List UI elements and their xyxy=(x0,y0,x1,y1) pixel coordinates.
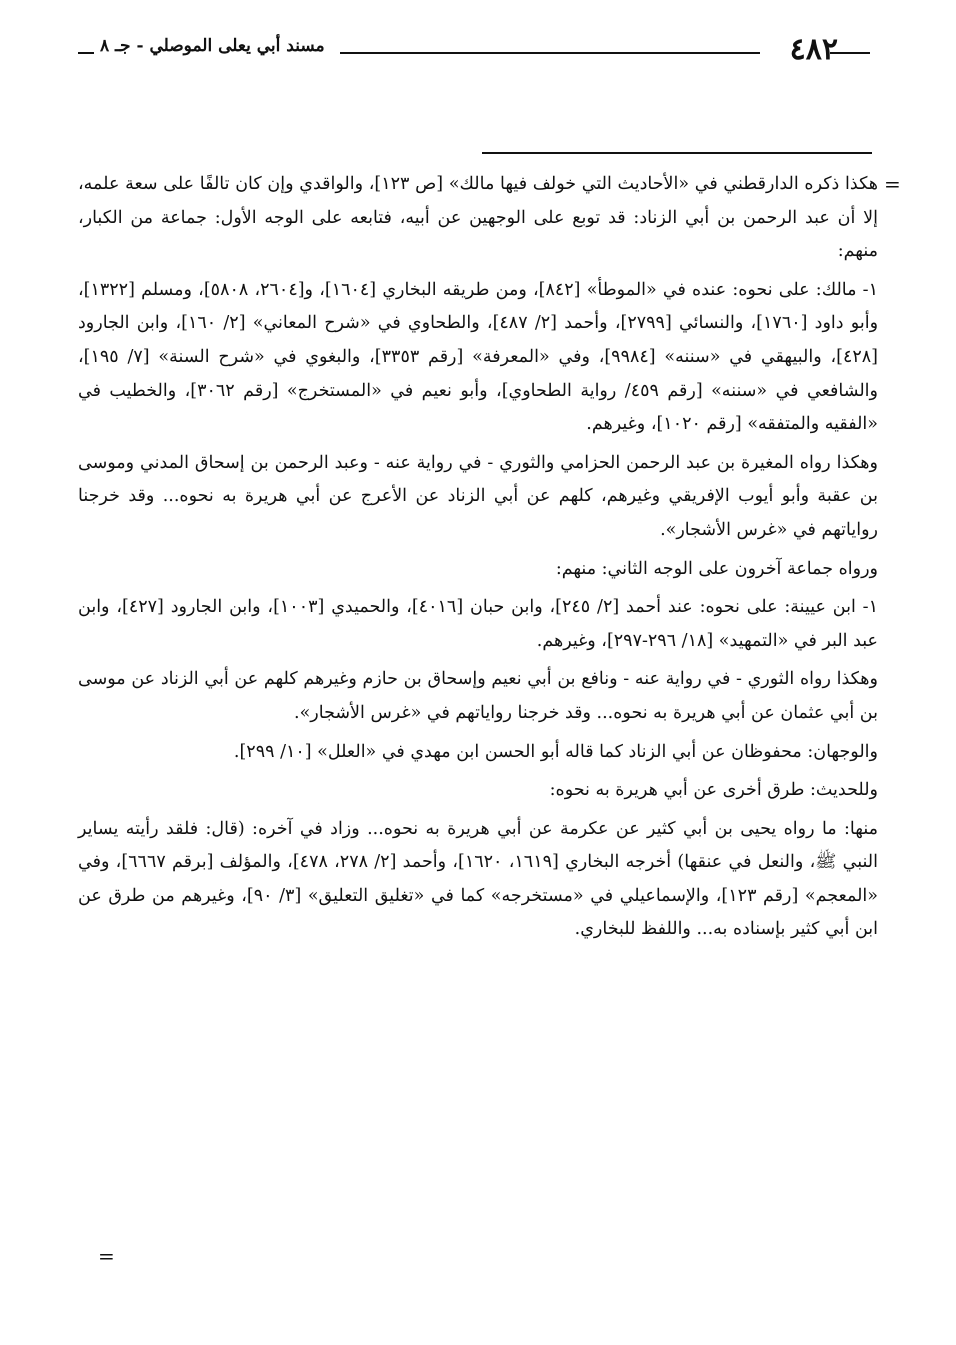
continuation-mark-top: = xyxy=(884,172,901,196)
paragraph: وهكذا رواه المغيرة بن عبد الرحمن الحزامي والثوري - في رواية عنه - وعبد الرحمن بن إسحاق المدني وموسى بن عقبة وأبو أيوب الإفريقي وغيرهم، كلهم عن أبي الزناد عن الأعرج عن أبي هريرة به نحوه... وقد خرجنا رواياتهم في «غرس الأشجار». xyxy=(78,452,878,540)
header-rule-middle xyxy=(340,52,760,54)
footnote-separator xyxy=(482,152,872,154)
paragraph: هكذا ذكره الدارقطني في «الأحاديث التي خولف فيها مالك» [ص ١٢٣]، والواقدي وإن كان تالفًا على سعة علمه، إلا أن عبد الرحمن بن أبي الزناد: قد توبع على الوجهين عن أبيه، فتابعه على الوجه الأول: جماعة من الكبار، منهم: xyxy=(78,174,878,262)
book-title: مسند أبي يعلى الموصلي - جـ ٨ xyxy=(100,36,325,56)
paragraph: ورواه جماعة آخرون على الوجه الثاني: منهم: xyxy=(555,558,878,579)
paragraph: منها: ما رواه يحيى بن أبي كثير عن عكرمة عن أبي هريرة به نحوه... وزاد في آخره: (قال: فلقد رأيته يساير النبي ﷺ، والنعل في عنقها) أخرجه البخاري [١٦١٩، ١٦٢٠]، وأحمد [٢/ ٢٧٨، ٤٧٨]، والمؤلف [برقم ٦٦٦٧]، وفي «المعجم» [رقم ١٢٣]، والإسماعيلي في «مستخرجه» كما في «تغليق التعليق» [٣/ ٩٠]، وغيرهم من طرق عن ابن أبي كثير بإسناده به... واللفظ للبخاري. xyxy=(78,818,878,940)
paragraph: وهكذا رواه الثوري - في رواية عنه - ونافع بن أبي نعيم وإسحاق بن حازم وغيرهم كلهم عن أبي الزناد عن موسى بن أبي عثمان عن أبي هريرة به نحوه... وقد خرجنا رواياتهم في «غرس الأشجار». xyxy=(78,669,878,723)
paragraph: وللحديث: طرق أخرى عن أبي هريرة به نحوه: xyxy=(549,780,878,801)
page-number: ٤٨٢ xyxy=(789,32,838,67)
paragraph: ١- مالك: على نحوه: عنده في «الموطأ» [٨٤٢]، ومن طريقه البخاري [١٦٠٤]، و[٢٦٠٤، ٥٨٠٨]، ومسلم [١٣٢٢]، وأبو داود [١٧٦٠]، والنسائي [٢٧٩٩]، وأحمد [٢/ ٤٨٧]، والطحاوي في «شرح المعاني» [٢/ ١٦٠]، وابن الجارود [٤٢٨]، والبيهقي في «سننه» [٩٩٨٤]، وفي «المعرفة» [رقم ٣٣٥٣]، والبغوي في «شرح السنة» [٧/ ١٩٥]، والشافعي في «سننه» [رقم ٤٥٩/ رواية الطحاوي]، وأبو نعيم في «المستخرج» [رقم ٣٠٦٢]، والخطيب في «الفقيه والمتفقه» [رقم ١٠٢٠]، وغيرهم. xyxy=(78,279,879,435)
continuation-mark-bottom: = xyxy=(98,1244,115,1268)
paragraph: ١- ابن عيينة: على نحوه: عند أحمد [٢/ ٢٤٥]، وابن حبان [٤٠١٦]، والحميدي [١٠٠٣]، وابن الجارود [٤٢٧]، وابن عبد البر في «التمهيد» [١٨/ ٢٩٦-٢٩٧]، وغيرهم. xyxy=(78,597,879,651)
page-header xyxy=(78,30,878,70)
footnote-body xyxy=(78,168,878,952)
paragraph: والوجهان: محفوظان عن أبي الزناد كما قاله أبو الحسن ابن مهدي في «العلل» [١٠/ ٢٩٩]. xyxy=(233,741,878,762)
header-rule-left xyxy=(78,52,94,54)
